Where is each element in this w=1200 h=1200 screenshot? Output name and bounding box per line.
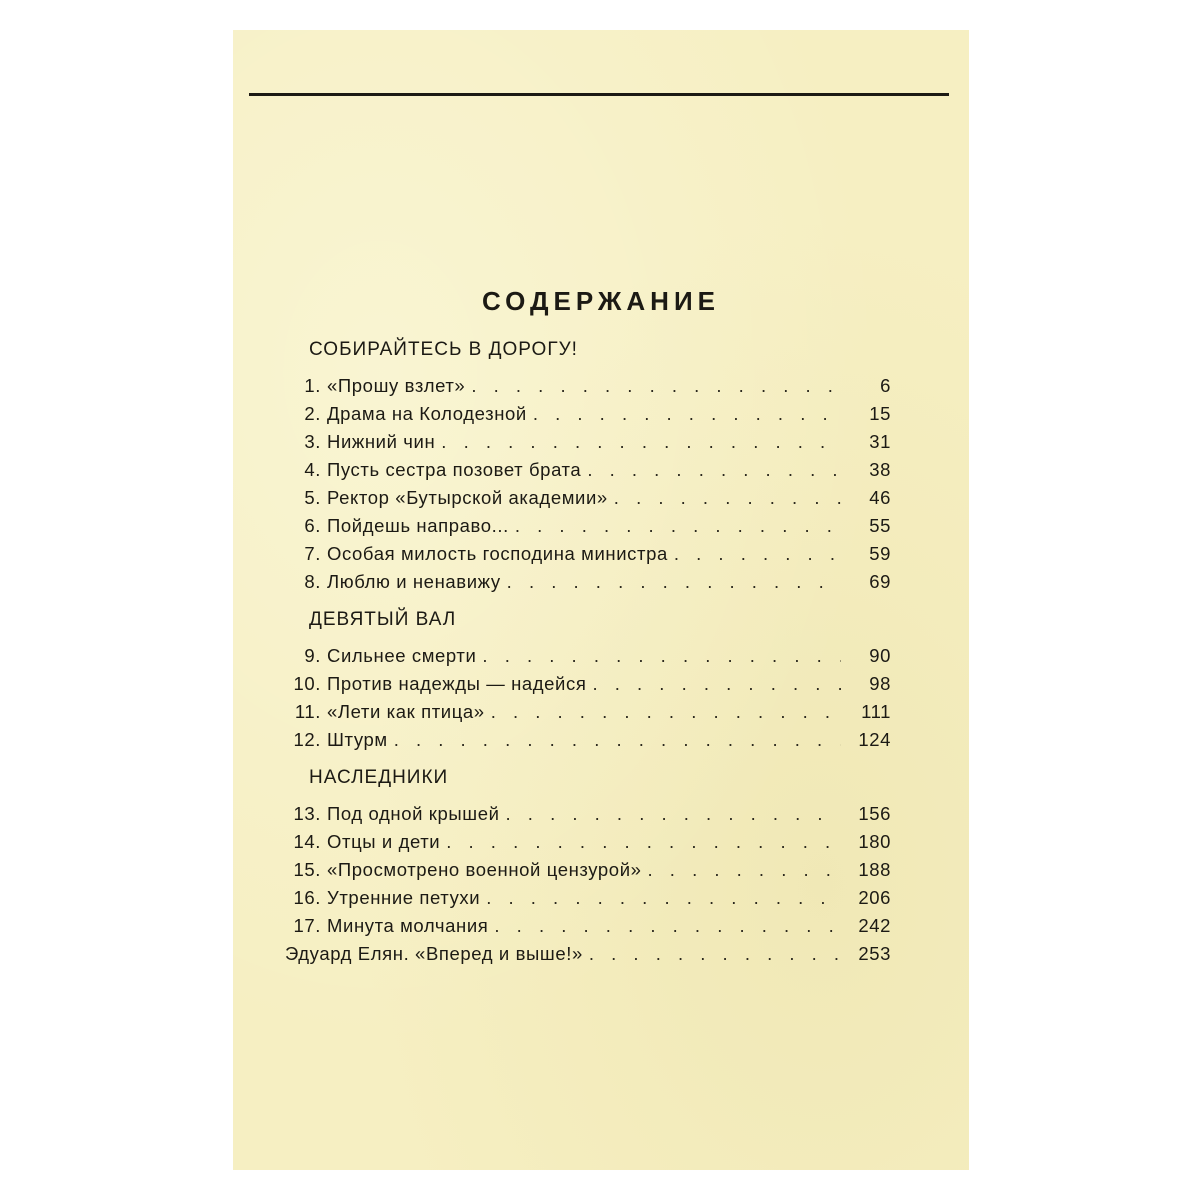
book-page (233, 30, 969, 1170)
dot-leader (471, 372, 841, 400)
header-rule (249, 93, 949, 96)
entry-number: 2. (304, 403, 321, 424)
entry-number: 13. (293, 803, 321, 824)
entry-title: Драма на Колодезной (327, 403, 527, 424)
toc-entry[interactable] (285, 912, 891, 940)
entry-number: 11. (294, 701, 321, 722)
entry-title: Утренние петухи (327, 887, 481, 908)
entry-title: Отцы и дети (327, 831, 441, 852)
dot-leader (494, 912, 841, 940)
entry-page: 31 (869, 431, 891, 452)
toc-entry[interactable] (285, 484, 891, 512)
entry-page: 156 (858, 803, 891, 824)
toc-entry[interactable] (285, 428, 891, 456)
toc-entry[interactable] (285, 568, 891, 596)
toc-entry[interactable] (285, 670, 891, 698)
entry-title: Минута молчания (327, 915, 489, 936)
dot-leader (587, 456, 841, 484)
dot-leader (507, 568, 841, 596)
toc-entry[interactable] (285, 828, 891, 856)
dot-leader (441, 428, 841, 456)
entry-page: 59 (869, 543, 891, 564)
entry-title: «Прошу взлет» (327, 375, 466, 396)
entry-page: 188 (858, 859, 891, 880)
toc-entry[interactable] (285, 800, 891, 828)
entry-title: Пойдешь направо... (327, 515, 509, 536)
entry-title: Сильнее смерти (327, 645, 477, 666)
entry-page: 38 (869, 459, 891, 480)
entry-number: 12. (293, 729, 321, 750)
section-heading: ДЕВЯТЫЙ ВАЛ (309, 609, 457, 630)
dot-leader (394, 726, 841, 754)
entry-number: 9. (304, 645, 321, 666)
entry-number: 4. (304, 459, 321, 480)
dot-leader (674, 540, 841, 568)
entry-title: Пусть сестра позовет брата (327, 459, 582, 480)
toc-entry[interactable] (285, 642, 891, 670)
entry-title: Нижний чин (327, 431, 436, 452)
entry-title: Против надежды — надейся (327, 673, 587, 694)
toc-entry[interactable] (285, 884, 891, 912)
dot-leader (533, 400, 841, 428)
toc-entry[interactable] (285, 372, 891, 400)
entry-number: 8. (304, 571, 321, 592)
dot-leader (614, 484, 841, 512)
entry-title: «Просмотрено военной цензурой» (327, 859, 642, 880)
toc-entry[interactable] (285, 456, 891, 484)
section-heading: НАСЛЕДНИКИ (309, 767, 449, 788)
entry-number: 14. (293, 831, 321, 852)
entry-title: Штурм (327, 729, 388, 750)
entry-number: 3. (304, 431, 321, 452)
entry-title: «Лети как птица» (327, 701, 485, 722)
dot-leader (592, 670, 841, 698)
entry-page: 69 (869, 571, 891, 592)
toc-entry[interactable] (285, 726, 891, 754)
entry-page: 90 (869, 645, 891, 666)
dot-leader (515, 512, 841, 540)
entry-number: 6. (304, 515, 321, 536)
section-heading: СОБИРАЙТЕСЬ В ДОРОГУ! (309, 339, 578, 360)
entry-page: 55 (869, 515, 891, 536)
dot-leader (491, 698, 841, 726)
entry-title: Особая милость господина министра (327, 543, 668, 564)
entry-page: 15 (869, 403, 891, 424)
entry-number: 7. (304, 543, 321, 564)
entry-page: 6 (880, 375, 891, 396)
toc-entry[interactable] (285, 540, 891, 568)
toc-entry[interactable] (285, 856, 891, 884)
entry-title: Ректор «Бутырской академии» (327, 487, 608, 508)
entry-number: 17. (293, 915, 321, 936)
entry-page: 46 (869, 487, 891, 508)
dot-leader (482, 642, 841, 670)
table-of-contents (285, 336, 891, 968)
toc-entry-afterword[interactable] (285, 940, 891, 968)
dot-leader (648, 856, 841, 884)
dot-leader (446, 828, 841, 856)
toc-title: СОДЕРЖАНИЕ (482, 286, 720, 316)
entry-number: 1. (304, 375, 321, 396)
entry-page: 253 (858, 943, 891, 964)
entry-number: 15. (293, 859, 321, 880)
entry-page: 124 (858, 729, 891, 750)
entry-page: 206 (858, 887, 891, 908)
toc-entry[interactable] (285, 400, 891, 428)
dot-leader (486, 884, 841, 912)
dot-leader (589, 940, 841, 968)
entry-number: 10. (293, 673, 321, 694)
dot-leader (506, 800, 841, 828)
entry-title: Эдуард Елян. «Вперед и выше!» (285, 943, 583, 964)
entry-page: 98 (869, 673, 891, 694)
entry-number: 16. (293, 887, 321, 908)
toc-entry[interactable] (285, 512, 891, 540)
entry-page: 180 (858, 831, 891, 852)
entry-page: 242 (858, 915, 891, 936)
entry-page: 111 (861, 701, 891, 722)
entry-title: Люблю и ненавижу (327, 571, 501, 592)
entry-number: 5. (304, 487, 321, 508)
toc-entry[interactable] (285, 698, 891, 726)
entry-title: Под одной крышей (327, 803, 500, 824)
